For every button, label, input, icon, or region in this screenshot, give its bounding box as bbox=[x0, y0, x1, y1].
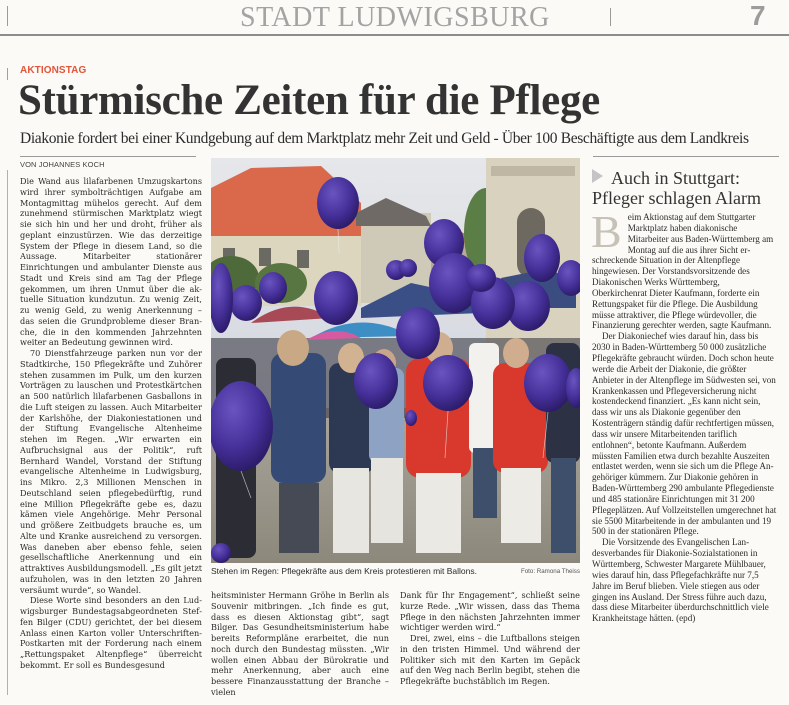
photo-caption-row bbox=[211, 565, 580, 579]
photo-illustration bbox=[211, 158, 580, 563]
dropcap: B bbox=[591, 206, 622, 257]
rubric: AKTIONSTAG bbox=[20, 65, 87, 76]
paragraph: Die Vorsitzende des Evangelischen Landesverbandes für Diakonie-Sozialstationen in Württemberg, Schwester Margarete Mühlbauer, wies darauf hin, dass Pflegefachkräfte nur 7,5 Jahre im Beruf blieben. Viele stiegen aus oder gingen ins Ausland. Der Stress führe auch dazu, dass diese Mitarbeiter überdurchschnittlich viele Krankheitstage hätten. (epd) bbox=[592, 537, 769, 624]
paragraph: Drei, zwei, eins – die Luftballons steigen in den tristen Himmel. Und während der Politiker sich mit den Karten im Gepäck auf den Weg nach Berlin begibt, stehen die Pflegekräfte buchstäblich im Regen. bbox=[400, 633, 580, 686]
page-number: 7 bbox=[750, 0, 766, 31]
header-divider bbox=[610, 8, 611, 26]
paragraph-text: eim Aktionstag auf dem Stuttgarter Marktplatz haben diakonische Mitarbeiter aus Baden-Württemberg am Montag auf die aus ihrer Sicht erschreckende Situation in der Altenpflege hingewiesen. Der Vorstandsvorsitzende des Diakonischen Werks Württemberg, Oberkirchenrat Dieter Kaufmann, forderte ein Rettungspaket für die Pflege. Die Ausbildung müsse attraktiver, die Pflege würdevoller, die Finanzierung gerechter werden, sagte Kaufmann. bbox=[592, 212, 774, 331]
triangle-marker-icon bbox=[592, 169, 603, 183]
photo-credit: Foto: Ramona Theiss bbox=[520, 568, 580, 575]
rubric-bar bbox=[7, 68, 8, 80]
byline: VON JOHANNES KOCH bbox=[20, 160, 105, 169]
sidebar-column bbox=[591, 206, 777, 624]
sidebar-rule bbox=[593, 156, 779, 157]
paragraph: Diese Worte sind besonders an den Ludwigsburger Bundestagsabgeordneten Steffen Bilger (CDU) gerichtet, der bei diesem Anlass einen Karton voller Unterschriften-Postkarten mit der Forderung nach einem „Rettungspaket Altenpflege“ überreicht bekommt. Er soll es Bundesgesund bbox=[20, 595, 202, 670]
article-column-3 bbox=[400, 590, 580, 687]
paragraph: heitsminister Hermann Gröhe in Berlin als Souvenir mitbringen. „Ich finde es gut, dass es diesen Aktionstag gibt“, sagt Bilger. Das Gesundheitsministerium habe bereits Reformpläne erarbeitet, die nun noch durch den Bundestag müssten. „Wir wollen einen Abbau der Bürokratie und mehr Anerkennung, aber auch eine bessere Finanzausstattung der Branche – vielen bbox=[211, 590, 389, 697]
paragraph: 70 Dienstfahrzeuge parken nun vor der Stadtkirche, 150 Pflegekräfte und Zuhörer stehen zusammen im Pulk, um den kurzen Vorträgen zu lauschen und Protestkärtchen an 500 natürlich lilafarbenen Gasballons in die Luft steigen zu lassen. Auch Mitarbeiter der Karlshöhe, der Diakoniestationen und der Stiftung Evangelische Altenheime stehen im Regen. „Wir erwarten ein Aufbruchsignal aus der Politik“, ruft Bernhard Wandel, Vorstand der Stiftung evangelische Altenheime in Ludwigsburg, ins Mikro. 2,3 Millionen Menschen in Deutschland seien pflegebedürftig, rund eine Million Pflegekräfte gebe es, dazu kämen viele Angehörige. Mehr Personal und größere Zeitbudgets brauche es, um Alte und Kranke ausreichend zu versorgen. Was daneben aber ebenso fehle, seien gesellschaftliche Anerkennung und ein attraktives Ausbildungsmodell. „Es gilt jetzt aufzuholen, was in den letzten 20 Jahren versäumt wurde“, so Wandel. bbox=[20, 348, 202, 595]
paragraph: Die Wand aus lilafarbenen Umzugskartons wird ihrer symbolträchtigen Aufgabe am Montagmittag mühelos gerecht. Auf dem zunehmend stürmischen Marktplatz wiegt sie sich hin und her und droht, früher als geplant einzustürzen. Wie das derzeitige System der Pflege in diesem Land, so die Aussage. Mitarbeiter stationärer Einrichtungen und ambulanter Dienste aus Stadt und Kreis sind am Tag der Pflege gekommen, um ihren Unmut über die aktuelle Situation kundzutun. Zu wenig Zeit, zu wenig Geld, zu wenig Anerkennung – das seien die Grundprobleme dieser Branche, die in den kommenden Jahrzehnten weiter an Bedeutung gewinnen wird. bbox=[20, 176, 202, 348]
subheadline: Diakonie fordert bei einer Kundgebung auf dem Marktplatz mehr Zeit und Geld - Über 100 Beschäftigte aus dem Landkreis bbox=[20, 130, 749, 147]
article-photo bbox=[211, 158, 580, 563]
article-column-1 bbox=[20, 176, 202, 671]
section-title: STADT LUDWIGSBURG bbox=[240, 2, 550, 33]
headline: Stürmische Zeiten für die Pflege bbox=[18, 77, 600, 124]
sidebar-headline-text: Auch in Stuttgart: Pfleger schlagen Alarm bbox=[592, 168, 761, 208]
paragraph: Dank für Ihr Engagement“, schließt seine kurze Rede. „Wir wissen, dass das Thema Pflege in den nächsten Jahrzehnten immer wichtiger werden wird.“ bbox=[400, 590, 580, 633]
paragraph: Der Diakoniechef wies darauf hin, dass bis 2030 in Baden-Württemberg 50 000 zusätzliche Pflegekräfte gebraucht würden. Doch schon heute werde die Arbeit der Diakonie, die größter Anbieter in der Altenpflege im Südwesten sei, von Krankenkassen und Pflegeversicherung nicht kostendeckend finanziert. „Es kann nicht sein, dass wir uns als Diakonie gegenüber den Kostenträgern ständig dafür rechtfertigen müssen, dass wir unsere Mitarbeitenden tariflich entlohnen“, betonte Kaufmann. Außerdem müssten Familien etwa durch bezahlte Auszeiten entlastet werden, wenn sie sich um die Pflege Angehöriger kümmern. Zur Diakonie gehören in Baden-Württemberg 290 ambulante Pflegedienste und 485 stationäre Einrichtungen mit 31 200 Pflegeplätzen. Auf Vollzeitstellen umgerechnet hat sie 5500 Mitarbeitende in der ambulanten und 19 500 in der stationären Pflege. bbox=[592, 331, 777, 537]
page-header bbox=[0, 0, 789, 36]
article-column-2 bbox=[211, 590, 389, 698]
header-left-bar bbox=[7, 6, 8, 26]
paragraph bbox=[591, 206, 777, 331]
sidebar-headline bbox=[592, 168, 782, 208]
column-border bbox=[7, 170, 8, 695]
photo-caption: Stehen im Regen: Pflegekräfte aus dem Kreis protestieren mit Ballons. bbox=[211, 566, 477, 576]
byline-rule bbox=[20, 156, 196, 157]
